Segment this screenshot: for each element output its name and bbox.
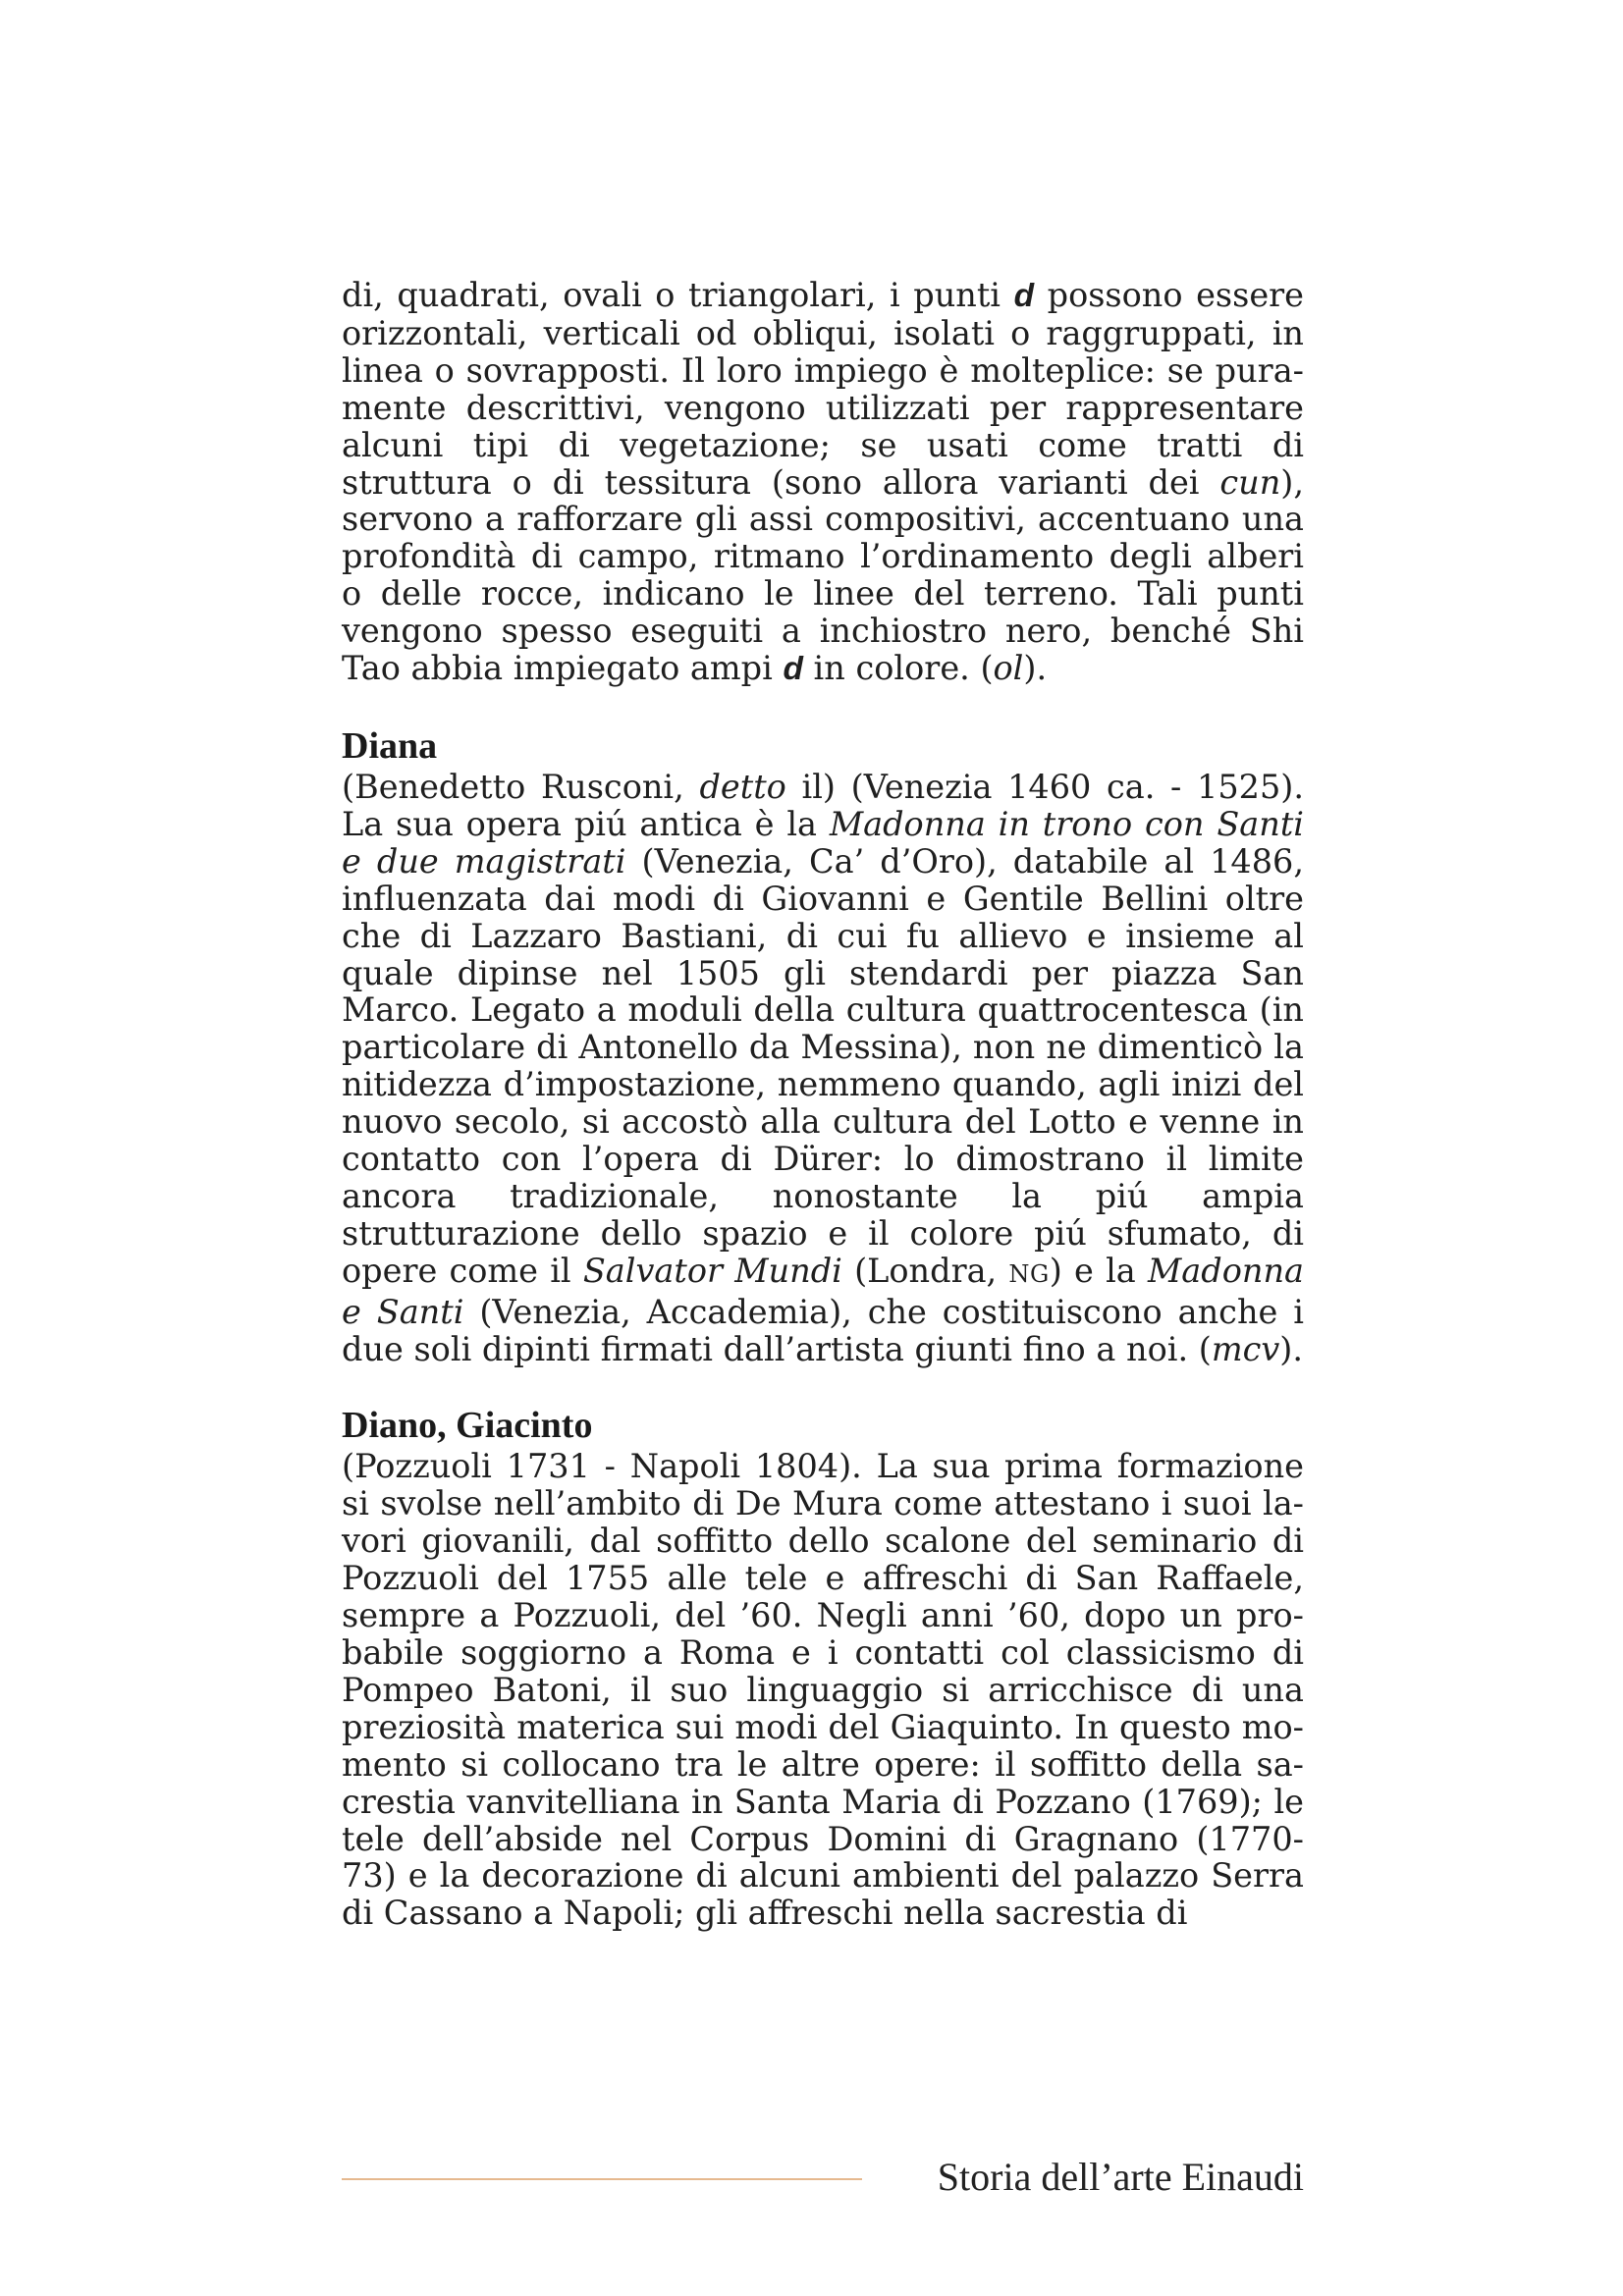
text-run: ).	[1023, 649, 1048, 688]
italic-run: Madonna in trono con Santi e due magistrati	[342, 804, 1304, 881]
text-run: (Benedetto Rusconi,	[342, 767, 700, 806]
page-footer	[342, 2153, 1304, 2212]
footer-rule	[342, 2178, 862, 2180]
entry-diano-giacinto	[342, 1404, 1304, 1932]
entry-text	[342, 1448, 1304, 1932]
entry-diana	[342, 724, 1304, 1368]
italic-run: Salvator Mundi	[582, 1251, 842, 1290]
entry-text	[342, 769, 1304, 1368]
term-d: d	[1013, 278, 1035, 314]
text-run: in colore. (	[802, 649, 994, 688]
text-run: (Pozzuoli 1731 - Napoli 1804). La sua prima formazione si svolse nell’ambito di De Mura come attestano i suoi lavori giovanili, dal soffitto dello scalone del seminario di Pozzuoli del 1755 alle tele e affreschi di San Raffaele, sempre a Pozzuoli, del ’60. Negli anni ’60, dopo un probabile soggiorno a Roma e i contatti col classicismo di Pompeo Batoni, il suo linguaggio si arricchisce di una preziosità materica sui modi del Giaquinto. In questo momento si collocano tra le altre opere: il soffitto della sacrestia vanvitelliana in Santa Maria di Pozzano (1769); le tele dell’abside nel Corpus Domini di Gragnano (1770-73) e la decorazione di alcuni ambienti del palazzo Serra di Cassano a Napoli; gli affreschi nella sacrestia di	[342, 1447, 1304, 1933]
text-run: (Venezia, Accademia), che costituiscono anche i due soli dipinti firmati dall’artista giunti fino a noi. (	[342, 1292, 1304, 1368]
italic-run: cun	[1219, 462, 1281, 502]
entry-heading: Diana	[342, 724, 438, 767]
small-caps-abbrev: NG	[1008, 1259, 1050, 1288]
entry-heading: Diano, Giacinto	[342, 1405, 593, 1447]
term-d: d	[783, 651, 803, 688]
italic-run: Madonna e Santi	[342, 1251, 1304, 1331]
text-run: ), servono a rafforzare gli assi compositivi, accentuano una profondità di campo, ritmano l’ordinamento degli alberi o delle rocce, indicano le linee del terreno. Tali punti vengono spesso eseguiti a inchiostro nero, benché Shi Tao abbia impiegato ampi	[342, 462, 1304, 688]
italic-run: detto	[699, 767, 786, 806]
text-run: il) (Venezia 1460 ca. - 1525). La sua opera piú antica è la	[342, 767, 1304, 843]
entry-continuation-text	[342, 277, 1304, 688]
page-body	[342, 277, 1304, 1932]
italic-run: ol	[993, 649, 1024, 688]
text-run: di, quadrati, ovali o triangolari, i punti	[342, 276, 1014, 314]
text-run: (Londra,	[841, 1251, 1009, 1290]
text-run: possono essere orizzontali, verticali od obliqui, isolati o raggruppati, in linea o sovrapposti. Il loro impiego è molteplice: se puramente descrittivi, vengono utilizzati per rappresentare alcuni tipi di vegetazione; se usati come tratti di struttura o di tessitura (sono allora varianti dei	[342, 276, 1304, 502]
italic-run: mcv	[1211, 1329, 1280, 1368]
text-run: (Venezia, Ca’ d’Oro), databile al 1486, influenzata dai modi di Giovanni e Gentile Bellini oltre che di Lazzaro Bastiani, di cui fu allievo e insieme al quale dipinse nel 1505 gli stendardi per piazza San Marco. Legato a moduli della cultura quattrocentesca (in particolare di Antonello da Messina), non ne dimenticò la nitidezza d’impostazione, nemmeno quando, agli inizi del nuovo secolo, si accostò alla cultura del Lotto e venne in contatto con l’opera di Dürer: lo dimostrano il limite ancora tradizionale, nonostante la piú ampia strutturazione dello spazio e il colore piú sfumato, di opere come il	[342, 841, 1304, 1290]
footer-title: Storia dell’arte Einaudi	[937, 2155, 1304, 2199]
text-run: ) e la	[1049, 1251, 1148, 1290]
text-run: ).	[1279, 1329, 1304, 1368]
